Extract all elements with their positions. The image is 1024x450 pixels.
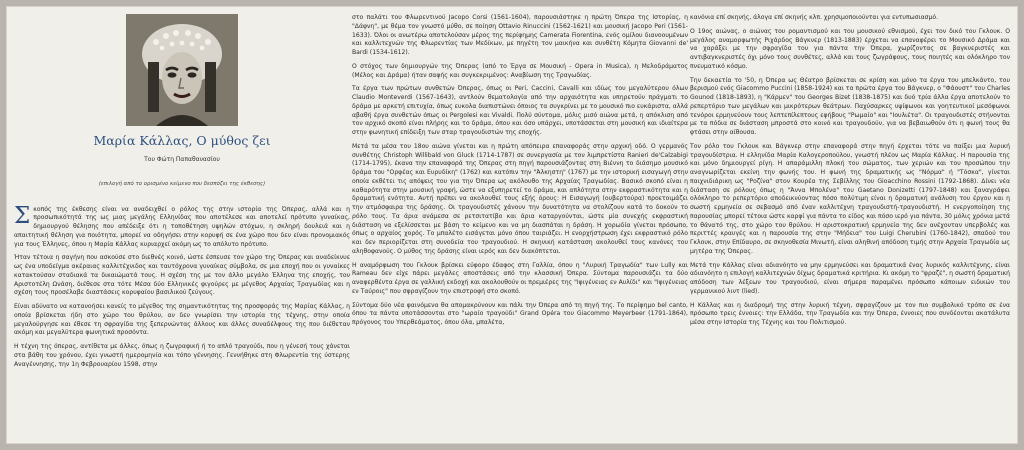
paragraph: Είναι αδύνατο να κατανοήσει κανείς το μέγεθος της σημαντικότητας της προσφοράς της Μαρίας Κάλλας, η οποία βρίσκεται ήδη στο χώρο του θρύλου, αν δεν γνωρίσει την ιστορία της τέχνης, στην οποία μεγαλούργησε και έθεσε τη σφραγίδα της ξεπερνώντας άλλους και άλλες συναδέλφους της που διέθεταν ακόμη και μεγαλύτερα φωνητικά προσόντα. [14, 303, 350, 337]
paragraph: Ήταν τέτοια η σαγήνη που ασκούσε στο διεθνές κοινό, ώστε έσπευσε τον χώρο της Όπερας και αναδείκνυε ως ένα υποδείγμα ακέραιας καλλιτέχνιδος και ταυτόχρονα γυναίκας σύμβολα, σε μια εποχή που οι γυναίκες κατακτούσαν σταδιακά τα δικαιώματά τους. Η σχέση της με τον άλλο μεγάλο Έλληνα της εποχής, τον Αριστοτέλη Ωνάση, διέθεσε στα τότε Μέσα δύο Ελληνικές φιγούρες με μέγεθος Αρχαίας Τραγωδίας και η σχέση τους προσέλαβε διαστάσεις κορυφαίου βασιλικού ζεύγους. [14, 254, 350, 297]
column-1-text [14, 202, 350, 370]
paragraph: Μετά την Κάλλας είναι αδιανόητο να μην ερμηνεύσει και δραματικά ένας λυρικός καλλιτέχνης, είναι αδιανόητο η επιλογή καλλιτεχνών δίχως δραματικά κριτήρια. Κι ακόμη το "φραζέ", η σωστή δραματική απόδοση των λέξεων του τραγουδιού, είναι σήμερα παραμένει πρόσωπο κάποιων ειδικών του γερμανικού λιντ (lied). [690, 261, 1010, 295]
paragraph: Μετά τα μέσα του 18ου αιώνα γίνεται και η πρώτη απόπειρα επαναφοράς στην αρχική οδό. Ο γερμανός συνθέτης Christoph Willibald von Gluck (1714-1787) σε συνεργασία με τον λιμπρετίστα Ranieri de'Calzabigi (1714-1795), έκανα την επαναφορά της Όπερας στη πηγή παρουσιάζοντας στη Βιέννη το διάσημο μουσικό δράμα του "Ορφέας και Ευρυδίκη" (1762) και κατόπιν την "Άλκηστη" (1767) με την ιστορική εισαγωγή στην οποία εκθέτει τις απόψεις του για την Όπερα ως ακόλουθο της Αρχαίας Τραγωδίας. Βασικό σκοπό είναι η καθαρότητα στην μουσική γραφή, ώστε να εξυπηρετεί το δράμα, και απλότητα στην εκφραστικότητα και η δραματική ενότητα. Αυτή πρέπει να ακολουθεί τους εξής όρους: Η Εισαγωγή (ουβερτούρα) προετοιμάζει την ατμόσφαιρα της δράσης. Οι τραγουδιστές χάνουν την δυνατότητα να στολίζουν κατά το δοκούν το ρόλο τους. Τα άρια ανάμεσα σε ρετσιτατίβο και άρια καταργούνται, ώστε μία συνεχής εκφραστική διάσταση να εξελίσσεται με βάση το κείμενο και να μη διασπάται η δράση. Η χορωδία γίνεται πρόσωπο, όπως ο αρχαίος χορός. Το μπαλέτο εισάγεται μόνο όπου ταιριάζει. Η ενορχήστρωση έχει εκφραστικό ρόλο και δεν περιορίζεται στη συνοδεία του τραγουδιού. Η σκηνική κατάσταση ακολουθεί τους κανόνες του αληθοφανούς. Ο μύθος της δράσης είναι ιερός και δεν διακόπτεται. [352, 142, 688, 255]
exhibit-text-panel [6, 6, 1018, 444]
paragraph: Τα έργα των πρώτων συνθετών Όπερας, όπως οι Peri, Caccini, Cavalli και ιδίως του μεγαλύτερου όλων Claudio Monteverdi (1567-1643), αντλούν θεματολογία από την αρχαιότητα και υπηρετούν πράγματι το δράμα με αρκετή επιτυχία, όπως ευκολα διαπιστώνει όποιος τα συγκρίνει με το μουσικό πιο ευκάριστα, αλλά αβαθή έργα συνθετών όπως οι Pergolesi και Vivaldi. Πολύ σύντομα, μόλις μισό αιώνα μετά, η απόκλιση από τον αρχικό σκοπό είναι πλήρης και το δράμα, όπου και όσο υπάρχει, υποτάσσεται στη μουσική και ιδιαίτερα στην φωνητική επίδειξη των σταρ τραγουδιστών της εποχής. [352, 85, 688, 136]
paragraph: Η αναμόρφωση του Γκλουκ βρίσκει εύφορο έδαφος στη Γαλλία, όπου η "Λυρική Τραγωδία" των Lully και Rameau δεν είχε πάρει μεγάλες αποστάσεις από την κλασσική Όπερα. Σύντομα παρουσιάζει τα δύο αναφερθέντα έργα σε γαλλική εκδοχή και ακολουθούν οι πρεμιέρες της "Ιφιγένειας εν Αυλίδι" και "Ιφιγένειας εν Ταύροις" που σφραγίζουν την επιστροφή στο σκοπό. [352, 261, 689, 295]
paragraph: Την δεκαετία το '50, η Όπερα ως Θέατρο βρίσκεται σε κρίση και μόνο τα έργα του μπελκάντο, του βερισμού ενός Giacommo Puccini (1858-1924) και τα πρώτα έργα του Βάγκνερ, ο "Φάουστ" του Charles Gounod (1818-1893), η "Κάρμεν" του Georges Bizet (1838-1875) και δυό τρία άλλα έργα αποτελούν το ρεπερτόριο των μεγάλων και μικρότερων θεάτρων. Παχύσαρκες υψίφωνοι και γοητευτικοί μεσόφωνοι τενόροι ερμηνεύουν τους λεπτεπίλεπτους εφήβους "Ρωμαίο" και "Ιουλιέτα". Οι τραγουδιστές στήνονται με τα πόδια σε διάσταση μπροστά στο κοινό και τραγουδούν, για να βεβαιωθούν ότι η φωνή τους θα φτάσει στην αίθουσα. [690, 76, 1010, 136]
maria-callas-portrait [126, 14, 238, 126]
paragraph: Η Κάλλας και η διαδρομή της στην λυρική τέχνη, σφραγίζουν με τον πιο συμβολικό τρόπο σε ένα πρόσωπο τρεις έννοιες: την Ελλάδα, την Τραγωδία και την Όπερα, έννοιες που συνδέονται ακατάλυτα μέσα στην Ιστορία της Τέχνης και του Πολιτισμού. [690, 301, 1010, 326]
portrait-illustration [126, 14, 238, 126]
paragraph: Τον ρόλο του Γκλουκ και Βάγκνερ στην επαναφορά στην πηγή έρχεται τότε να παίξει μια λυρική τραγουδίστρια. Η ελληνίδα Μαρία Καλογεροπούλου, γνωστή πλέον ως Μαρία Κάλλας. Η παρουσία της και μόνο δημιουργεί ρίγη. Η απαράμιλλη πλοκή του σώματος, των χεριών και του προσώπου την αναγνωρίζεται εκείνη την φωνής του. Η φωνή της δραματικής ως "Νόρμα" ή "Τόσκα", γίνεται παιχνιδιάρικη ως "Ροζίνα" στον Κουρέα της Σεβίλλης του Gioacchino Rossini (1792-1868). Δίνει νέα διάσταση σε ρόλους όπως η "Άννα Μπολένα" του Gaetano Donizetti (1797-1848) και ξαναγράφει ολόκληρο το ρεπερτόριο αποδεικνύοντας πόσο πολύτιμη είναι η δραματική ανάλυση του έργου και η σωστή ερμηνεία σε σεβασμό από έναν καλλιτέχνη τραγουδιστή-τραγουδιστή. Η ενεργοποίηση της παρουσίας μπορεί τέτοια ώστε καρφί για πάντα το είδος και πόσο ιερό για πάντα, 30 μόλις χρόνια μετά το θάνατό της, στο χώρο του θρύλου. Η αριστοκρατική ερμηνεία της δεν ανέχονταν υπερβολές και περιττές κραυγές και η παρουσία της στην "Μήδεια" του Luigi Cherubini (1760-1842), σπαδού του Γκλουκ, στην Επίδαυρο, σε σκηνοθεσία Μινωτή, είναι αληθινή απόδοση τιμής στην Αρχαία Τραγωδία ως μητέρα της Όπερας. [690, 142, 1010, 255]
exhibit-title: Μαρία Κάλλας, Ο μύθος ζει [93, 133, 271, 148]
column-2 [352, 14, 688, 333]
paragraph: Σκοπός της έκθεσης είναι να αναδειχθεί ο ρόλος της στην ιστορία της Όπερας, αλλά και η προσωπικότητά της ως μιας μεγάλης Ελληνίδας που αποτέλεσε και αποτελεί πρότυπο γυναίκας, δημιουργού θέλησης που απέδειξε ότι η τοποθέτηση υψηλών στόχων, η σκληρή δουλειά και η απαιτητική θέληση για ποιότητα, μπορεί να οδηγήσει στην κορυφή σε ένα χώρο που δεν είναι προνομιακός για τους Έλληνες, όπου η Μαρία Κάλλας κυριαρχεί ακόμη ως το απόλυτο πρότυπο. [14, 202, 350, 248]
drop-cap: Σ [14, 202, 31, 229]
paragraph: στο παλάτι του Φλωρεντινού Jacopo Corsi (1561-1604), παρουσιάστηκε η πρώτη Όπερα της Ιστορίας, η "Δάφνη", με θέμα τον γνωστό μύθο, σε ποίηση Ottavio Rinuccini (1562-1621) και μουσική Jacopo Peri (1561-1633). Όλοι οι ανωτέρω αποτελούσαν μέρος της περίφημης Camerata Fiorentina, ενός ομίλου διανοουμένων και καλλιτεχνών της Φλωρεντίας των Μεδίκων, με πηγέτη τον μαικήνα και συνθέτη Κόμητα Giovanni de' Bardi (1534-1612). [352, 14, 689, 56]
paragraph: Ο 19ος αιώνας, ο αιώνας του ρομαντισμού και του μουσικού εθνισμού, έχει τον δικό του Γκλουκ. Ο μεγάλος αναμορφωτής Ριχάρδος Βάγκνερ (1813-1883) έρχεται να επαναφέρει το Μουσικό Δράμα και να χαράξει με την σφραγίδα του για πάντα την Όπερα, χωρίζοντας σε βαγκνεριστές και αντιβαγκνεριστές όχι μόνο τους συνθέτες, αλλά και τους ζωγράφους, τους ποιητές και ολόκληρο τον πνευματικό κόσμο. [690, 27, 1010, 70]
source-note: (επιλογή από το ορισμένο κείμενο που δεσπόζει της έκθεσης) [98, 180, 266, 187]
author-byline: Του Φώτη Παπαθανασίου [144, 156, 220, 163]
paragraph: Ο στόχος των δημιουργών της Όπερας (από το Έργα σε Μουσική - Opera in Musica), η Μελοδράματος (Μέλος και Δράμα) ήταν σαφής και συγκεκριμένος: Αναβίωση της Τραγωδίας. [352, 62, 688, 79]
column-1 [14, 14, 350, 374]
paragraph: Σύντομα δύο νέα φαινόμενα θα απομακρύνουν και πάλι την Όπερα από τη πηγή της. Το περίφημο bel canto, όπου τα πάντα υποτάσσονται στο "ωραίο τραγούδι" Grand Opéra του Giacommo Meyerbeer (1791-1864), πρόγονος του Υπερθεάματος, όπου όλα, μπαλέτα, [352, 301, 688, 326]
column-3 [690, 14, 1010, 333]
paragraph: Η τέχνη της όπερας, αντίθετα με άλλες, όπως η ζωγραφική ή το απλό τραγούδι, που η γένεσή τους χάνεται στα βάθη του χρόνου, έχει γνωστή ημερομηνία και τόπο γέννησης. Γεννήθηκε στη Φλωρεντία της ύστερης Αναγέννησης, την 1η Φεβρουαρίου 1598, στην [14, 343, 350, 368]
paragraph: κανόνια επί σκηνής, άλογα επί σκηνής κλπ. χρησιμοποιούνται για εντυπωσιασμό. [690, 14, 939, 21]
